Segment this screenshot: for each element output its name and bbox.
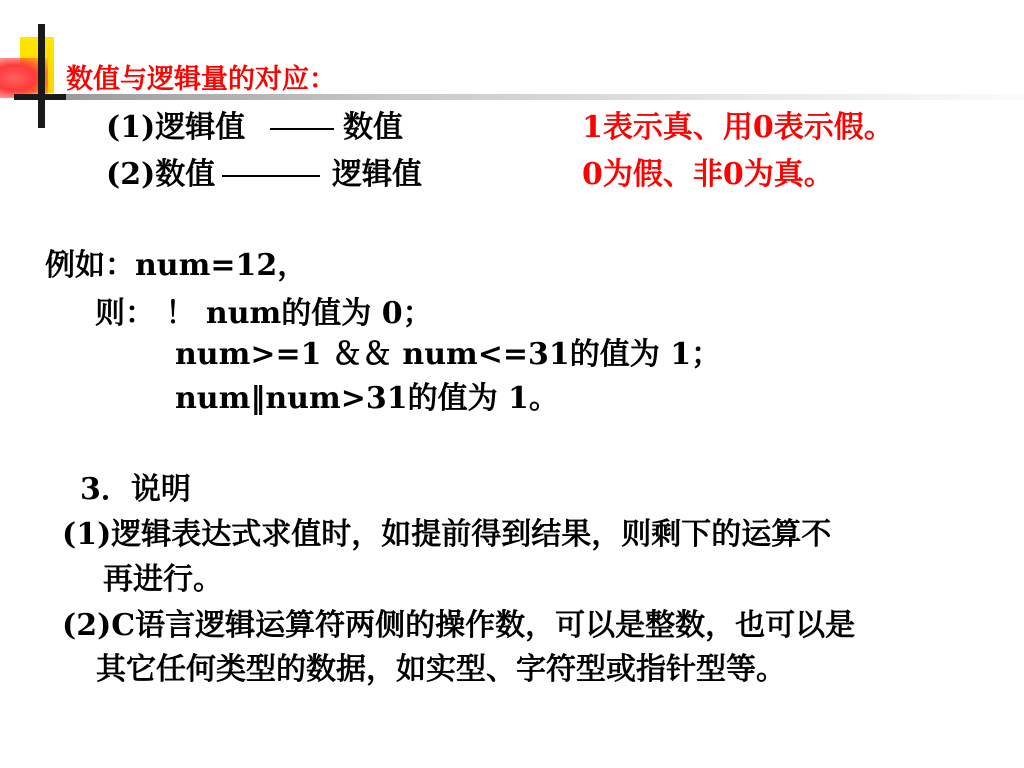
notes-item-1-line-2: 再进行。 <box>103 562 223 597</box>
notes-item-1-line-1: (1)逻辑表达式求值时，如提前得到结果，则剩下的运算不 <box>62 517 832 552</box>
notes-item-2-line-2: 其它任何类型的数据，如实型、字符型或指针型等。 <box>96 652 786 687</box>
example-intro: 例如：num=12， <box>45 248 308 283</box>
mapping-1-note: 1表示真、用0表示假。 <box>582 110 894 145</box>
example-line-2: num>=1 ＆＆ num<=31的值为 1； <box>175 337 722 372</box>
decor-horizontal-bar <box>14 94 66 100</box>
mapping-2-right: 逻辑值 <box>332 157 422 192</box>
notes-title: 3．说明 <box>80 472 191 507</box>
arrow-line-2 <box>222 175 320 177</box>
arrow-line-1 <box>270 128 334 130</box>
notes-item-2-line-1: (2)C语言逻辑运算符两侧的操作数，可以是整数，也可以是 <box>62 608 856 643</box>
mapping-2-note: 0为假、非0为真。 <box>582 157 834 192</box>
mapping-1-right: 数值 <box>343 110 403 145</box>
example-line-1: 则： ！ num的值为 0； <box>95 296 433 331</box>
mapping-1-left: (1)逻辑值 <box>106 110 246 145</box>
decor-vertical-bar <box>38 24 45 128</box>
example-line-3: num‖num>31的值为 1。 <box>175 381 559 416</box>
slide-heading: 数值与逻辑量的对应： <box>66 64 336 95</box>
mapping-2-left: (2)数值 <box>106 157 216 192</box>
